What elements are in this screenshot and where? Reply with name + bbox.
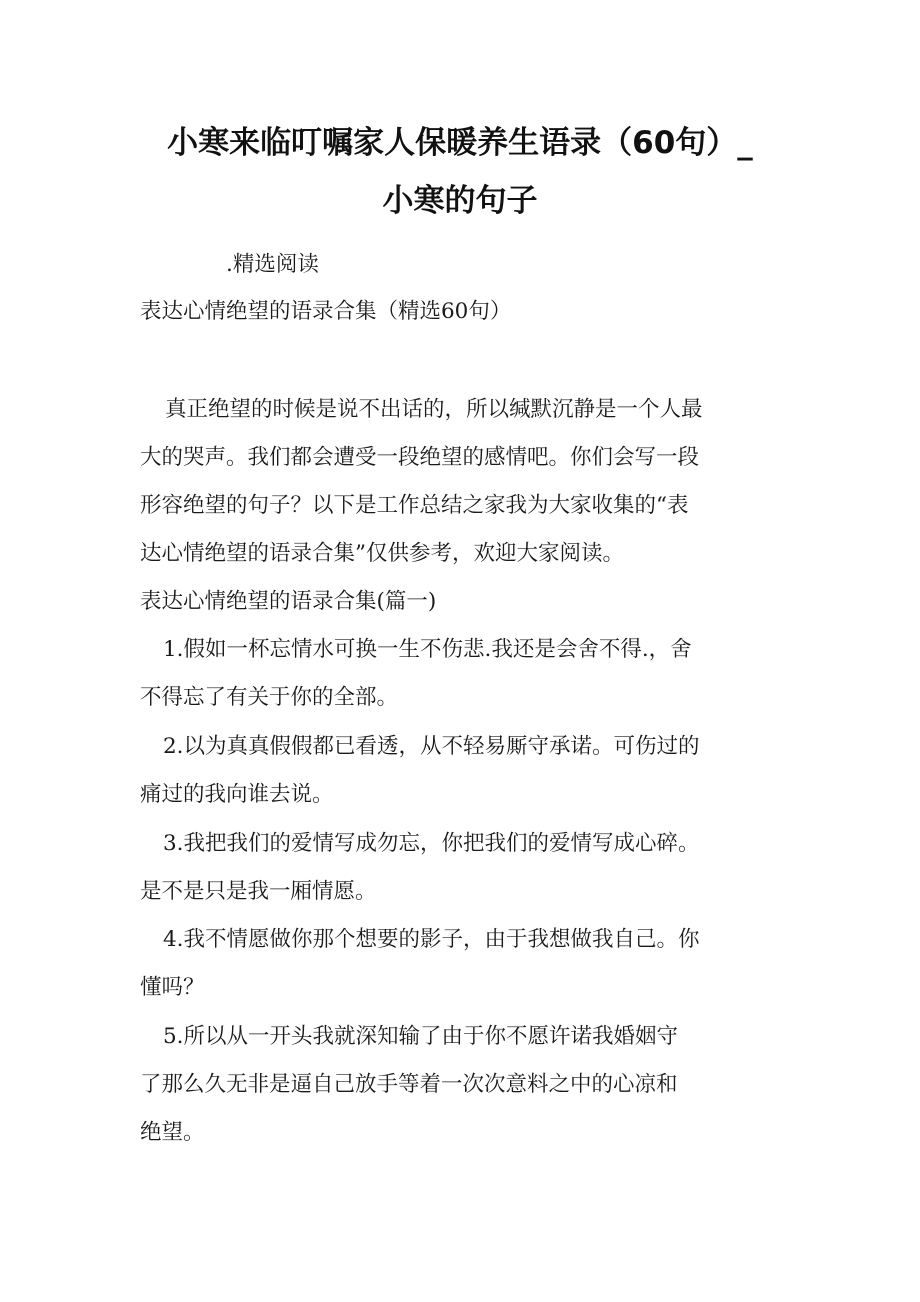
document-title-line-1: 小寒来临叮嘱家人保暖养生语录（60句）_	[167, 125, 753, 161]
quote-line: 4.我不情愿做你那个想要的影子，由于我想做我自己。你	[163, 927, 700, 952]
section-heading: 表达心情绝望的语录合集(篇一)	[140, 589, 437, 614]
quote-line: 懂吗？	[140, 975, 205, 1000]
quote-line: 了那么久无非是逼自己放手等着一次次意料之中的心凉和	[140, 1072, 678, 1097]
intro-line: 达心情绝望的语录合集”仅供参考，欢迎大家阅读。	[140, 541, 624, 566]
quote-line: 2.以为真真假假都已看透，从不轻易厮守承诺。可伤过的	[163, 734, 700, 759]
quote-line: 1.假如一杯忘情水可换一生不伤悲.我还是会舍不得.，舍	[163, 637, 692, 662]
document-title-line-2: 小寒的句子	[382, 183, 538, 219]
quote-line: 5.所以从一开头我就深知输了由于你不愿许诺我婚姻守	[163, 1024, 679, 1049]
quote-line: 绝望。	[140, 1120, 205, 1145]
intro-line: 真正绝望的时候是说不出话的，所以缄默沉静是一个人最	[165, 397, 703, 422]
document-subtitle: 表达心情绝望的语录合集（精选60句）	[140, 299, 512, 324]
intro-line: 大的哭声。我们都会遭受一段绝望的感情吧。你们会写一段	[140, 445, 700, 470]
quote-line: 不得忘了有关于你的全部。	[140, 685, 399, 710]
featured-label: .精选阅读	[226, 252, 319, 277]
quote-line: 3.我把我们的爱情写成勿忘，你把我们的爱情写成心碎。	[163, 831, 700, 856]
quote-line: 痛过的我向谁去说。	[140, 782, 334, 807]
intro-line: 形容绝望的句子？以下是工作总结之家我为大家收集的“表	[140, 493, 689, 518]
quote-line: 是不是只是我一厢情愿。	[140, 879, 377, 904]
